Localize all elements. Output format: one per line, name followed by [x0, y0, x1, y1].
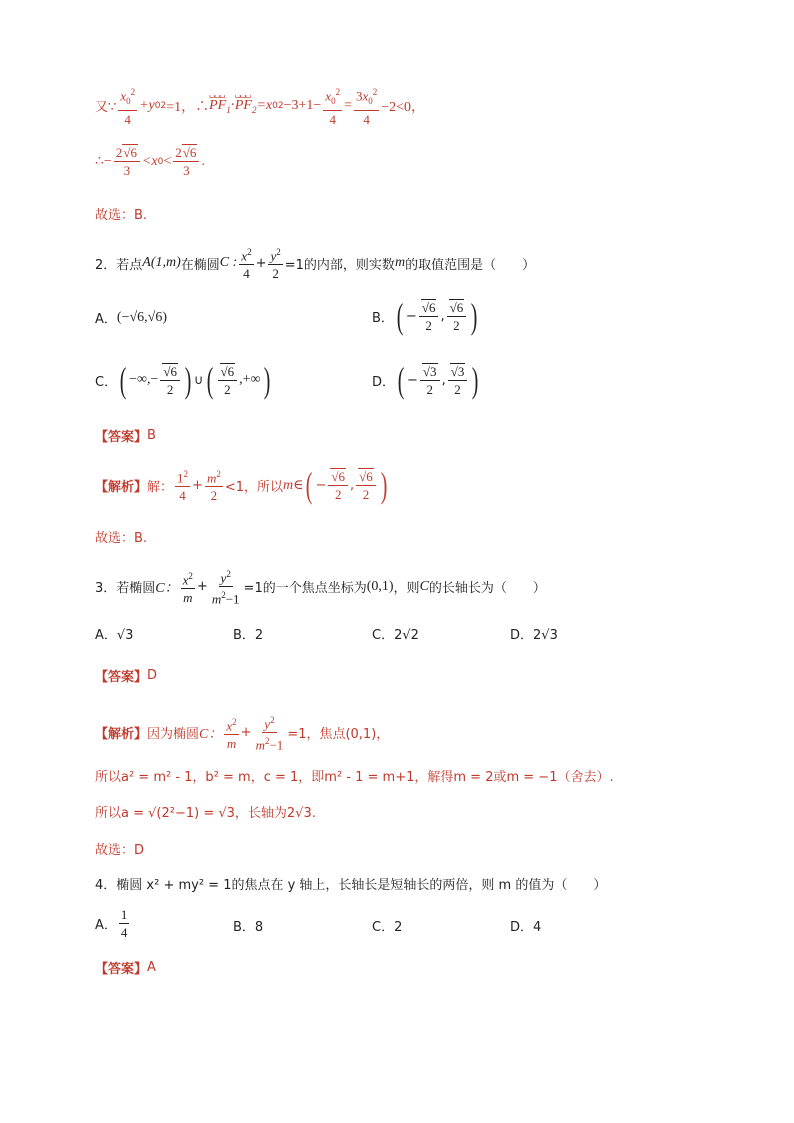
q2-option-c[interactable]: C． ( −∞,− $\frac{√6}{2}$ ) ∪ ( $\frac{√6}{2}$ ,+∞ ) — [95, 360, 270, 400]
question-2: 2．若点 A(1,m) 在椭圆 C : $\frac{x^2}{4}$ + $\frac{y^2}{2}$ =1的内部，则实数 m 的取值范围是（ ） — [95, 244, 535, 282]
option-label: B． — [372, 310, 394, 326]
option-label: A． — [95, 312, 117, 327]
ellipse-c: C： — [199, 726, 223, 742]
q4-answer — [95, 958, 156, 977]
var-m: m — [394, 255, 406, 271]
q2-jiexi: 【解析】 解： $\frac{1^2}{4}$ + $\frac{m^2}{2}$ <1，所以 m∈ ( − $\frac{√6}{2}$ , $\frac{√6}{2}$ ) — [95, 465, 388, 506]
text: +y — [139, 97, 155, 113]
vector-pf1: ␣␣␣ $PF_1$ — [209, 88, 231, 115]
q2-option-d[interactable]: D． ( − $\frac{√3}{2}$ , $\frac{√3}{2}$ ) — [372, 360, 479, 400]
jiexi-tag: 【解析】 — [95, 727, 148, 743]
fraction-x0sq-4: $\frac{x_0^2}{4}$ — [118, 84, 137, 128]
option-value: (−√6,√6) — [116, 309, 167, 325]
guxuan-2: 故选：B. — [95, 531, 148, 546]
q3-jiexi: 【解析】 因为椭圆 C： $\frac{x^2}{m}$ + $\frac{y^2}{m^2-1}$ =1，焦点(0,1)， — [95, 712, 389, 754]
q3-option-b[interactable]: B．2 — [233, 628, 264, 643]
text: ∴− — [95, 154, 112, 169]
text: = — [344, 97, 352, 113]
var-c: C — [419, 578, 429, 594]
guxuan-1: 故选：B. — [95, 208, 148, 223]
q2-option-a[interactable] — [95, 308, 167, 327]
text: · — [230, 98, 235, 114]
q4-option-b[interactable]: B．8 — [233, 920, 264, 935]
text: 的取值范围是（ ） — [405, 257, 536, 273]
q3-option-d[interactable]: D．2√3 — [510, 628, 558, 643]
q3-option-c[interactable]: C．2√2 — [372, 628, 419, 643]
q4-option-d[interactable]: D．4 — [510, 920, 542, 935]
text: <1，所以 — [224, 479, 283, 495]
text: −2<0， — [381, 99, 426, 115]
text: −3+1− — [283, 97, 322, 113]
text: =1，∴ — [166, 99, 210, 115]
ellipse-c: C : — [219, 255, 238, 271]
point: (0,1) — [366, 578, 394, 594]
option-label: C． — [95, 374, 118, 390]
option-label: A． — [95, 918, 117, 933]
answer-tag: 【答案】 — [95, 430, 148, 445]
text: m∈ — [283, 477, 304, 493]
q2-option-b[interactable]: B． ( − $\frac{√6}{2}$ , $\frac{√6}{2}$ ) — [372, 296, 478, 336]
fraction-2sqrt6-3: $\frac{2√6}{3}$ — [114, 144, 140, 179]
text: =1，焦点(0,1)， — [287, 727, 390, 743]
ellipse-c: C： — [155, 580, 179, 596]
fraction-y2-2: $\frac{y^2}{2}$ — [268, 244, 282, 282]
text: =1的内部，则实数 — [284, 257, 395, 273]
q2-answer — [95, 426, 156, 445]
text: 的长轴长为（ ） — [428, 581, 546, 597]
question-4: 4．椭圆 x² + my² = 1的焦点在 y 轴上，长轴长是短轴长的两倍，则 m 的值为（ ） — [95, 878, 607, 893]
answer-tag: 【答案】 — [95, 670, 148, 685]
fraction-3x0sq-4: $\frac{3x_0^2}{4}$ — [354, 84, 379, 128]
text: =1的一个焦点坐标为 — [243, 581, 367, 597]
text: 解： — [147, 479, 174, 495]
q4-option-c[interactable]: C．2 — [372, 920, 403, 935]
jiexi-tag: 【解析】 — [95, 479, 148, 495]
option-label: D． — [372, 374, 396, 390]
text: 在椭圆 — [180, 257, 220, 273]
text: < — [163, 153, 172, 169]
fraction-x0sq-4b: $\frac{x_0^2}{4}$ — [323, 84, 342, 128]
text: 因为椭圆 — [147, 727, 200, 743]
solution-line-1: 又∵ $\frac{x_0^2}{4}$ +y 0 2 =1，∴ ␣␣␣ $PF_1$ · ␣␣␣ $PF_2$ =x 0 2 −3+1− $\frac{x_0^2}{4}$ = $\frac{3x_0^2}{4}$ −2<0， — [95, 84, 425, 128]
q3-answer — [95, 666, 157, 685]
point-a: A(1,m) — [142, 255, 181, 271]
text: 3．若椭圆 — [95, 581, 156, 597]
answer-value: D — [147, 668, 158, 683]
vector-pf2: ␣␣␣ $PF_2$ — [234, 88, 257, 115]
q3-line-3: 所以a = √(2²−1) = √3，长轴为2√3. — [95, 806, 316, 821]
q3-option-a[interactable]: A．√3 — [95, 628, 134, 643]
answer-value: B — [147, 428, 156, 443]
text: . — [201, 153, 205, 169]
text: <x — [141, 153, 158, 169]
answer-value: A — [147, 960, 156, 975]
text: ，则 — [393, 581, 420, 597]
q3-line-2: 所以a² = m² - 1，b² = m，c = 1，即m² - 1 = m+1，解得m = 2或m = −1（舍去）. — [95, 770, 614, 785]
fraction-2sqrt6-3b: $\frac{2√6}{3}$ — [173, 144, 199, 179]
text: 又∵ — [95, 100, 117, 116]
q4-option-a[interactable]: A． $\frac{1}{4}$ — [95, 907, 128, 940]
text: =x — [256, 97, 273, 113]
question-3: 3．若椭圆 C： $\frac{x^2}{m}$ + $\frac{y^2}{m^2-1}$ =1的一个焦点坐标为 (0,1) ，则 C 的长轴长为（ ） — [95, 566, 546, 608]
answer-tag: 【答案】 — [95, 962, 148, 977]
guxuan-3: 故选：D — [95, 843, 145, 858]
solution-line-2: ∴− $\frac{2√6}{3}$ <x 0 < $\frac{2√6}{3}$ . — [95, 145, 205, 178]
fraction-x2-4: $\frac{x^2}{4}$ — [239, 244, 253, 282]
text: 2．若点 — [95, 257, 143, 273]
